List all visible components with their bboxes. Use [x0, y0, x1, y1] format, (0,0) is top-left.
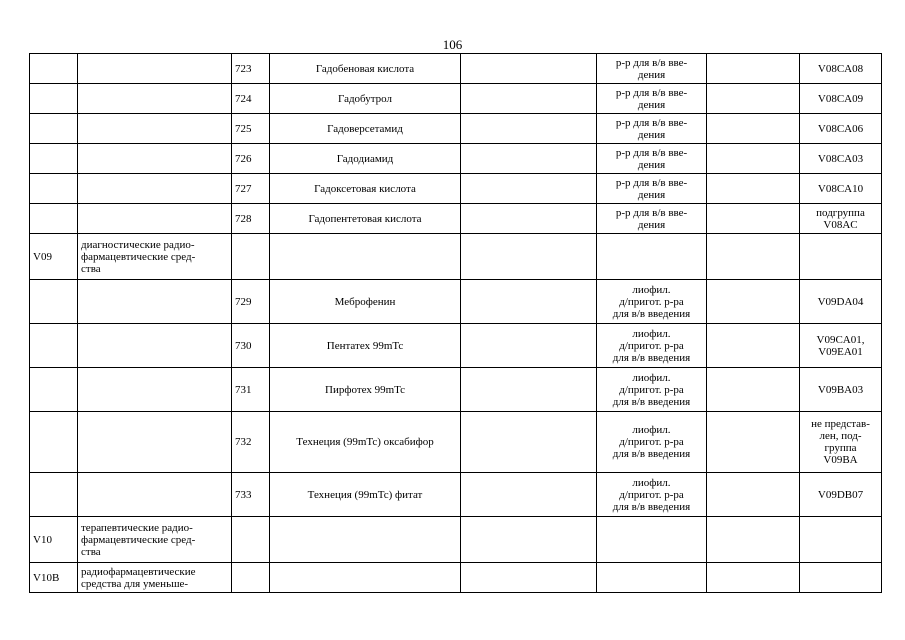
empty-cell [461, 473, 597, 517]
group-name-cell: диагностические радио- фармацевтические сред- ства [78, 234, 232, 280]
empty-cell [461, 412, 597, 473]
group-name-cell [78, 280, 232, 324]
empty-cell [461, 324, 597, 368]
atc-reference-cell: V08CA06 [800, 114, 882, 144]
table-row [30, 324, 882, 368]
group-name-cell [78, 324, 232, 368]
empty-cell [461, 563, 597, 593]
item-number-cell: 730 [232, 324, 270, 368]
atc-code-cell [30, 54, 78, 84]
group-name-cell [78, 54, 232, 84]
drug-name-cell: Меброфенин [270, 280, 461, 324]
empty-cell [707, 412, 800, 473]
empty-cell [707, 114, 800, 144]
empty-cell [707, 144, 800, 174]
atc-reference-cell: V08CA08 [800, 54, 882, 84]
atc-reference-cell [800, 517, 882, 563]
atc-reference-cell [800, 563, 882, 593]
table-row [30, 54, 882, 84]
dosage-form-cell: р-р для в/в вве- дения [597, 114, 707, 144]
empty-cell [461, 54, 597, 84]
atc-code-cell: V09 [30, 234, 78, 280]
atc-code-cell [30, 204, 78, 234]
empty-cell [461, 204, 597, 234]
atc-reference-cell: V09DA04 [800, 280, 882, 324]
atc-reference-cell: V08CA09 [800, 84, 882, 114]
empty-cell [707, 84, 800, 114]
empty-cell [707, 54, 800, 84]
item-number-cell: 723 [232, 54, 270, 84]
empty-cell [461, 174, 597, 204]
item-number-cell [232, 234, 270, 280]
drug-name-cell: Гадобеновая кислота [270, 54, 461, 84]
dosage-form-cell: р-р для в/в вве- дения [597, 144, 707, 174]
empty-cell [707, 368, 800, 412]
group-name-cell: радиофармацевтические средства для уменьше- [78, 563, 232, 593]
table-row [30, 204, 882, 234]
dosage-form-cell: р-р для в/в вве- дения [597, 204, 707, 234]
atc-code-cell: V10 [30, 517, 78, 563]
empty-cell [461, 144, 597, 174]
drug-name-cell: Гадоверсетамид [270, 114, 461, 144]
empty-cell [707, 517, 800, 563]
empty-cell [461, 368, 597, 412]
empty-cell [707, 174, 800, 204]
item-number-cell [232, 563, 270, 593]
group-name-cell [78, 144, 232, 174]
dosage-form-cell: лиофил. д/пригот. р-ра для в/в введения [597, 324, 707, 368]
drug-name-cell: Гадоксетовая кислота [270, 174, 461, 204]
empty-cell [461, 280, 597, 324]
drug-name-cell: Пирфотех 99mTc [270, 368, 461, 412]
item-number-cell: 731 [232, 368, 270, 412]
atc-code-cell [30, 473, 78, 517]
group-name-cell [78, 368, 232, 412]
empty-cell [707, 204, 800, 234]
item-number-cell: 724 [232, 84, 270, 114]
drug-name-cell: Гадобутрол [270, 84, 461, 114]
dosage-form-cell: р-р для в/в вве- дения [597, 84, 707, 114]
group-name-cell: терапевтические радио- фармацевтические сред- ства [78, 517, 232, 563]
item-number-cell: 732 [232, 412, 270, 473]
table-row [30, 280, 882, 324]
group-name-cell [78, 174, 232, 204]
group-name-cell [78, 473, 232, 517]
empty-cell [461, 84, 597, 114]
drug-name-cell [270, 234, 461, 280]
table-row [30, 234, 882, 280]
atc-code-cell [30, 412, 78, 473]
atc-reference-cell: подгруппа V08AC [800, 204, 882, 234]
empty-cell [461, 234, 597, 280]
empty-cell [461, 114, 597, 144]
table-body [30, 54, 882, 593]
dosage-form-cell: лиофил. д/пригот. р-ра для в/в введения [597, 412, 707, 473]
drug-name-cell [270, 563, 461, 593]
atc-code-cell: V10B [30, 563, 78, 593]
dosage-form-cell: лиофил. д/пригот. р-ра для в/в введения [597, 473, 707, 517]
dosage-form-cell: лиофил. д/пригот. р-ра для в/в введения [597, 368, 707, 412]
atc-reference-cell: V08CA03 [800, 144, 882, 174]
empty-cell [707, 280, 800, 324]
page-number: 106 [442, 37, 463, 52]
drug-name-cell: Гадодиамид [270, 144, 461, 174]
item-number-cell: 728 [232, 204, 270, 234]
atc-reference-cell: V09DB07 [800, 473, 882, 517]
drug-list-table [29, 53, 882, 593]
table-row [30, 517, 882, 563]
drug-name-cell: Гадопентетовая кислота [270, 204, 461, 234]
atc-code-cell [30, 84, 78, 114]
atc-code-cell [30, 174, 78, 204]
dosage-form-cell [597, 234, 707, 280]
item-number-cell: 726 [232, 144, 270, 174]
item-number-cell: 725 [232, 114, 270, 144]
empty-cell [707, 324, 800, 368]
item-number-cell: 733 [232, 473, 270, 517]
table-row [30, 144, 882, 174]
table-row [30, 84, 882, 114]
table-row [30, 174, 882, 204]
empty-cell [707, 473, 800, 517]
empty-cell [707, 234, 800, 280]
drug-name-cell: Пентатех 99mTc [270, 324, 461, 368]
table-row [30, 114, 882, 144]
group-name-cell [78, 114, 232, 144]
atc-code-cell [30, 144, 78, 174]
atc-reference-cell [800, 234, 882, 280]
dosage-form-cell: р-р для в/в вве- дения [597, 54, 707, 84]
item-number-cell [232, 517, 270, 563]
atc-reference-cell: V09CA01, V09EA01 [800, 324, 882, 368]
dosage-form-cell: лиофил. д/пригот. р-ра для в/в введения [597, 280, 707, 324]
table-row [30, 563, 882, 593]
table-row [30, 412, 882, 473]
drug-name-cell [270, 517, 461, 563]
table-row [30, 368, 882, 412]
drug-name-cell: Технеция (99mTc) оксабифор [270, 412, 461, 473]
atc-reference-cell: V09BA03 [800, 368, 882, 412]
atc-code-cell [30, 368, 78, 412]
dosage-form-cell [597, 517, 707, 563]
group-name-cell [78, 412, 232, 473]
atc-reference-cell: не представ- лен, под- группа V09BA [800, 412, 882, 473]
item-number-cell: 729 [232, 280, 270, 324]
empty-cell [461, 517, 597, 563]
group-name-cell [78, 84, 232, 114]
dosage-form-cell [597, 563, 707, 593]
table-row [30, 473, 882, 517]
atc-code-cell [30, 280, 78, 324]
dosage-form-cell: р-р для в/в вве- дения [597, 174, 707, 204]
group-name-cell [78, 204, 232, 234]
empty-cell [707, 563, 800, 593]
drug-name-cell: Технеция (99mTc) фитат [270, 473, 461, 517]
atc-code-cell [30, 324, 78, 368]
item-number-cell: 727 [232, 174, 270, 204]
atc-code-cell [30, 114, 78, 144]
atc-reference-cell: V08CA10 [800, 174, 882, 204]
